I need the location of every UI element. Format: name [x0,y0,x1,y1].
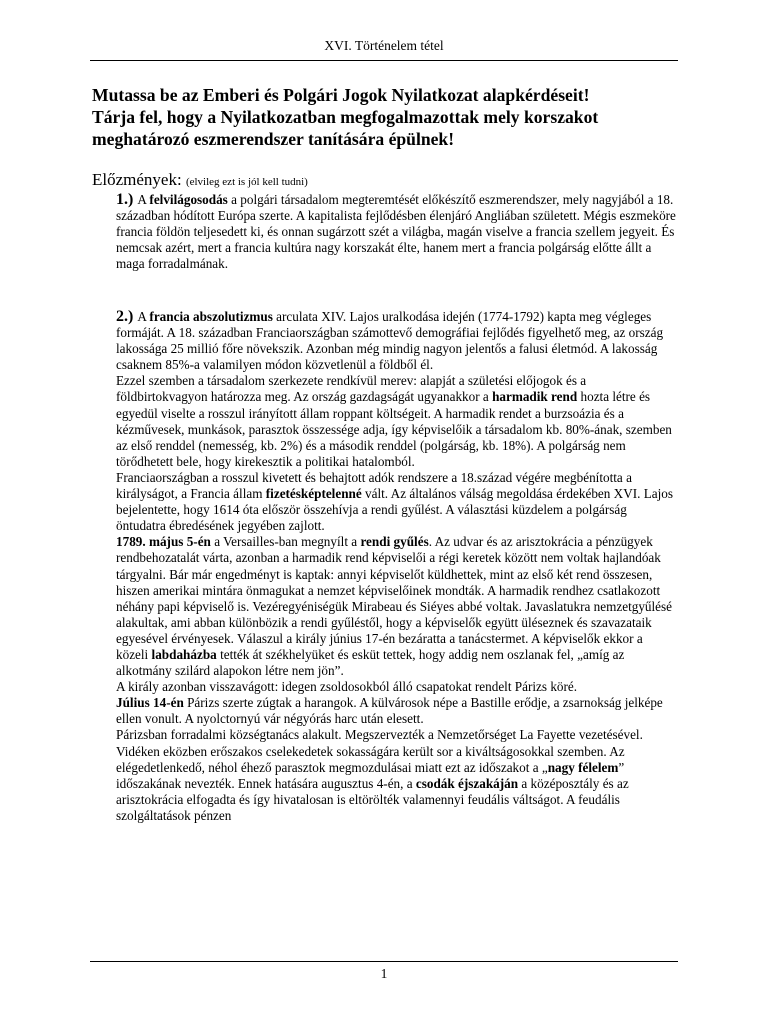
bold-term: nagy félelem [547,759,619,775]
item-francia-abszolutizmus [116,309,676,824]
text-run: A [137,309,150,324]
text-run: a polgári társadalom megteremtését előkészítő eszmerendszer, mely nagyjából a 18. században hódított Európa szerte. A kapitalista fejlődésben élenjáró Angliában született. Mégis eszmeköre francia földön teljesedett ki, és onnan sugárzott szét a világba, magán viselve a francia szellem jegyeit. És nemcsak azért, mert a francia kultúra nagy korszakát élte, hanem mert a francia polgárság előtte állt a maga forradalmának. [116,192,676,272]
header-rule [90,60,678,61]
bold-term: labdaházba [151,646,217,662]
footer-rule [90,961,678,962]
item-number: 2.) [116,308,134,325]
text-run: Párizs szerte zúgtak a harangok. A külvárosok népe a Bastille erődje, a zsarnokság jelképe ellen vonult. A nyolctornyú vár négyórás harc után elesett. [116,695,663,727]
text-run: a középosztály és az arisztokrácia elfogadta és így hivatalosan is eltörölték valamennyi feudális váltságot. A feudális szolgáltatások pénzen [116,775,629,823]
bold-term: 1789. május 5-én [116,534,211,550]
text-run: Franciaországban a rosszul kivetett és behajtott adók rendszere a 18.század végére megbénította a királyságot, a Francia állam [116,469,632,502]
title-line-2: Tárja fel, hogy a Nyilatkozatban megfogalmazottak mely korszakot [92,107,599,127]
document-title [92,84,692,150]
text-run: arculata XIV. Lajos uralkodása idején (1774-1792) kapta meg végleges formáját. A 18. században Franciaországban számottevő demográfiai fejlődés figyelhető meg, az ország lakossága 25 millió főre növekszik. Azonban még mindig nagyon jelentős a falusi életmód. A lakosság csaknem 85%-a valamilyen módon közvetlenül a földből él. [116,309,664,373]
bold-term: felvilágosodás [149,192,228,207]
paragraph [116,727,676,824]
bold-term: csodák éjszakáján [415,775,519,791]
text-run: A király azonban visszavágott: idegen zsoldosokból álló csapatokat rendelt Párizs köré. [116,679,578,695]
bold-term: fizetésképtelenné [265,486,362,502]
bold-term: Július 14-én [116,695,184,711]
bold-term: rendi gyűlés [360,534,429,550]
paragraph [116,534,676,679]
item-felvilagosodas [116,192,676,272]
paragraph [116,470,676,534]
text-run: Párizsban forradalmi községtanács alakult. Megszervezték a Nemzetőrséget La Fayette vezetésével. Vidéken eközben erőszakos cselekedetek sokasságára került sor a kiváltságosokkal szemben. Az elégedetlenkedő, néhol éhező parasztok megmozdulásai miatt ezt az időszakot a „ [116,727,643,775]
section-note: (elvileg ezt is jól kell tudni) [185,176,308,188]
text-run: vált. Az általános válság megoldása érdekében XVI. Lajos bejelentette, hogy 1614 óta először összehívja a rendi gyűlést. A választási küzdelem a polgárság öntudatra ébredésének jegyében zajlott. [116,486,673,534]
bold-term: harmadik rend [492,389,578,405]
text-run: A [137,192,150,207]
section-heading [92,170,308,190]
paragraph [116,679,676,695]
page-header: XVI. Történelem tétel [324,38,444,53]
text-run: Ezzel szemben a társadalom szerkezete rendkívül merev: alapját a születési előjogok és a földbirtokvagyon határozza meg. Az ország gazdagságát ugyanakkor a [116,373,587,405]
title-line-3: meghatározó eszmerendszer tanítására épülnek! [92,129,455,149]
item-number: 1.) [116,191,134,208]
text-run: a Versailles-ban megnyílt a [210,534,361,550]
paragraph [116,695,676,727]
page-number: 1 [380,966,388,981]
paragraph [116,373,676,470]
paragraph [116,309,676,373]
text-run: hozta létre és egyedül viselte a rosszul irányított állam roppant költségeit. A harmadik rendet a burzsoázia és a kézművesek, munkások, parasztok összessége adja, így képviselőik a társadalom kb. 80%-ának, szemben az első renddel (nemesség, kb. 2%) és a második renddel (polgárság, kb. 18%). A polgárság nem törődhetett bele, hogy kirekesztik a politikai hatalomból. [116,389,672,469]
text-run: ” időszakának nevezték. Ennek hatására augusztus 4-én, a [116,759,625,791]
title-line-1: Mutassa be az Emberi és Polgári Jogok Nyilatkozat alapkérdéseit! [92,85,590,105]
section-heading-text: Előzmények: [92,170,182,189]
text-run: tették át székhelyüket és esküt tettek, hogy addig nem oszlanak fel, „amíg az alkotmány szilárd alapokon létre nem jön”. [116,646,625,679]
text-run: . Az udvar és az arisztokrácia a pénzügyek rendbehozatalát várta, azonban a harmadik rend képviselői a régi keretek között nem voltak hajlandóak tárgyalni. Bár már engedményt is kaptak: annyi képviselőt küldhettek, mint az első két rend összesen, hiszen amerikai mintára önmagukat a nemzet képviselőinek mondták. A harmadik rendhez csatlakozott néhány papi képviselő is. Vezéregyéniségük Mirabeau és Siéyes abbé voltak. Javaslatukra nemzetgyűlésé alakultak, ami abban különbözik a rendi gyűléstől, hogy a képviselők együtt üléseznek és szavazataik egyesével érvényesek. Válaszul a király június 17-én bezáratta a tanácstermet. A képviselők ekkor a közeli [116,534,673,662]
bold-term: francia abszolutizmus [149,309,273,324]
